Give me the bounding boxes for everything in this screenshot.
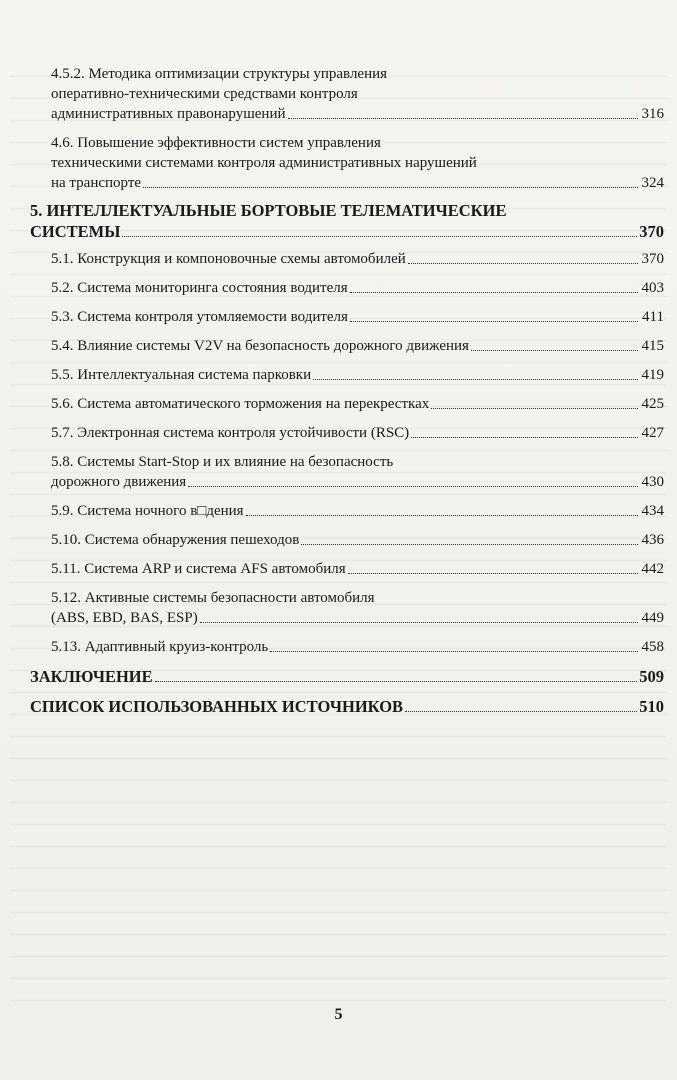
- toc-chapter-title: СИСТЕМЫ: [30, 222, 121, 241]
- toc-entry-4-6[interactable]: [30, 133, 664, 193]
- leader-dots: [350, 291, 638, 293]
- leader-dots: [313, 378, 638, 380]
- leader-dots: [288, 117, 639, 119]
- toc-entry-title: 5.7. Электронная система контроля устойчивости (RSC): [51, 425, 410, 441]
- toc-page-number: 449: [641, 610, 664, 626]
- toc-entry-line: 4.6. Повышение эффективности систем управления: [51, 135, 381, 151]
- leader-dots: [350, 320, 638, 322]
- toc-entry-title: 5.4. Влияние системы V2V на безопасность дорожного движения: [51, 338, 469, 354]
- toc-page-number: 458: [641, 639, 664, 655]
- leader-dots: [155, 680, 638, 682]
- toc-page-number: 411: [642, 309, 664, 325]
- toc-entry-line: 5.12. Активные системы безопасности автомобиля: [51, 590, 375, 606]
- toc-chapter-title: СПИСОК ИСПОЛЬЗОВАННЫХ ИСТОЧНИКОВ: [30, 697, 404, 716]
- toc-page-number: 434: [641, 503, 664, 519]
- toc-entry-title: 5.6. Система автоматического торможения на перекрестках: [51, 396, 430, 412]
- toc-entry-title: на транспорте: [51, 175, 142, 191]
- toc-entry-5-5[interactable]: [30, 365, 664, 385]
- toc-page-number: 370: [641, 251, 664, 267]
- toc-entry-5-8[interactable]: [30, 452, 664, 492]
- toc-entry-5-1[interactable]: [30, 249, 664, 269]
- toc-page-number: 370: [639, 222, 664, 241]
- toc-page-number: 427: [641, 425, 664, 441]
- toc-chapter-line: 5. ИНТЕЛЛЕКТУАЛЬНЫЕ БОРТОВЫЕ ТЕЛЕМАТИЧЕСКИЕ: [30, 201, 507, 220]
- toc-page-number: 403: [641, 280, 664, 296]
- toc-page-number: 419: [641, 367, 664, 383]
- toc-entry-5-10[interactable]: [30, 530, 664, 550]
- toc-page-number: 436: [641, 532, 664, 548]
- toc-entry-5-13[interactable]: [30, 637, 664, 657]
- toc-page-number: 324: [641, 175, 664, 191]
- leader-dots: [471, 349, 638, 351]
- toc-entry-line: 5.8. Системы Start-Stop и их влияние на безопасность: [51, 454, 394, 470]
- toc-entry-line: оперативно-техническими средствами контроля: [51, 86, 358, 102]
- leader-dots: [301, 543, 638, 545]
- toc-page-number: 509: [639, 667, 664, 686]
- toc-references[interactable]: [30, 696, 664, 717]
- leader-dots: [188, 485, 638, 487]
- toc-entry-5-3[interactable]: [30, 307, 664, 327]
- toc-entry-title: 5.1. Конструкция и компоновочные схемы автомобилей: [51, 251, 406, 267]
- toc-entry-title: административных правонарушений: [51, 106, 286, 122]
- toc-conclusion[interactable]: [30, 666, 664, 687]
- toc-page-number: 442: [641, 561, 664, 577]
- toc-entry-5-11[interactable]: [30, 559, 664, 579]
- toc-entry-5-12[interactable]: [30, 588, 664, 628]
- leader-dots: [348, 572, 638, 574]
- toc-entry-5-2[interactable]: [30, 278, 664, 298]
- toc-entry-title: 5.2. Система мониторинга состояния водителя: [51, 280, 348, 296]
- toc-chapter-title: ЗАКЛЮЧЕНИЕ: [30, 667, 153, 686]
- leader-dots: [270, 650, 638, 652]
- leader-dots: [122, 235, 637, 237]
- toc-entry-title: 5.13. Адаптивный круиз-контроль: [51, 639, 269, 655]
- toc-entry-title: 5.3. Система контроля утомляемости водителя: [51, 309, 348, 325]
- toc-entry-5-6[interactable]: [30, 394, 664, 414]
- toc-entry-5-7[interactable]: [30, 423, 664, 443]
- toc-page-number: 510: [639, 697, 664, 716]
- toc-entry-title: (ABS, EBD, BAS, ESP): [51, 610, 198, 626]
- toc-page-number: 316: [641, 106, 664, 122]
- toc-chapter-5[interactable]: [30, 200, 664, 242]
- toc-entry-4-5-2[interactable]: [30, 64, 664, 124]
- toc-entry-title: 5.9. Система ночного в□дения: [51, 503, 244, 519]
- table-of-contents: [30, 64, 664, 717]
- toc-entry-5-4[interactable]: [30, 336, 664, 356]
- leader-dots: [405, 710, 637, 712]
- leader-dots: [431, 407, 638, 409]
- toc-page-number: 425: [641, 396, 664, 412]
- toc-entry-line: техническими системами контроля административных нарушений: [51, 155, 477, 171]
- toc-entry-5-9[interactable]: [30, 501, 664, 521]
- leader-dots: [143, 186, 638, 188]
- page-number: 5: [334, 1006, 343, 1023]
- toc-entry-title: 5.10. Система обнаружения пешеходов: [51, 532, 300, 548]
- toc-entry-title: 5.11. Система ARP и система AFS автомобиля: [51, 561, 346, 577]
- leader-dots: [246, 514, 638, 516]
- toc-entry-line: 4.5.2. Методика оптимизации структуры управления: [51, 66, 388, 82]
- toc-entry-title: 5.5. Интеллектуальная система парковки: [51, 367, 312, 383]
- leader-dots: [408, 262, 638, 264]
- toc-entry-title: дорожного движения: [51, 474, 187, 490]
- toc-page-number: 430: [641, 474, 664, 490]
- toc-page-number: 415: [641, 338, 664, 354]
- leader-dots: [411, 436, 638, 438]
- leader-dots: [200, 621, 638, 623]
